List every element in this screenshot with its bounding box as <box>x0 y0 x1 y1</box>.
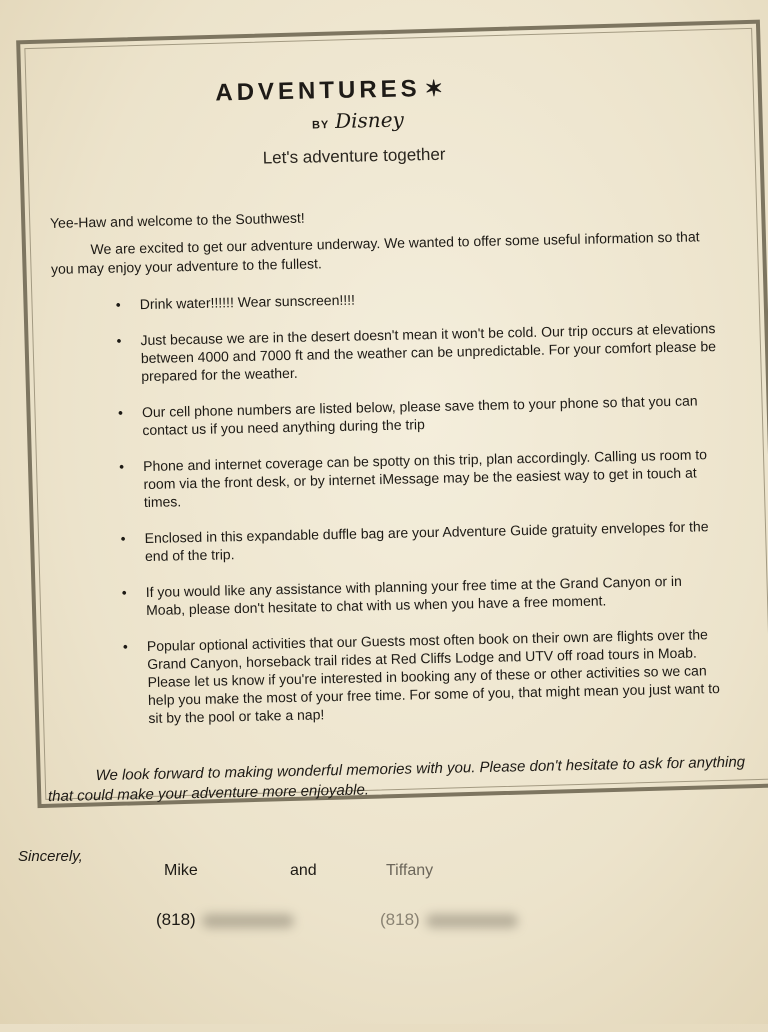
bullet-text: Our cell phone numbers are listed below, please save them to your phone so that you can contact us if you need anything during the trip <box>141 392 698 439</box>
greeting: Yee-Haw and welcome to the Southwest! <box>49 209 305 231</box>
bullet-icon: • <box>115 296 121 313</box>
bullet-icon: • <box>120 530 126 547</box>
list-item <box>118 391 719 440</box>
list-item <box>120 517 721 566</box>
phone-second <box>380 910 518 930</box>
name-conjunction: and <box>290 862 317 879</box>
byline-by: BY <box>311 119 330 132</box>
star-icon: ✶ <box>424 75 448 102</box>
list-item <box>116 283 716 314</box>
bullet-icon: • <box>117 404 124 421</box>
signoff: Sincerely, <box>18 848 83 865</box>
bullet-icon: • <box>121 584 127 601</box>
bullet-icon: • <box>116 332 122 349</box>
info-bullet-list <box>116 283 725 745</box>
bullet-text: If you would like any assistance with planning your free time at the Grand Canyon or in Moab, please don't hesitate to chat with us when you have a free moment. <box>145 572 683 619</box>
logo-brand: ADVENTURES <box>215 75 421 107</box>
name-second: Tiffany <box>386 862 434 879</box>
bullet-text: Enclosed in this expandable duffle bag are your Adventure Guide gratuity envelopes for the end of the trip. <box>144 518 709 565</box>
list-item <box>116 319 717 386</box>
closing-paragraph: We look forward to making wonderful memories with you. Please don't hesitate to ask for anything that could make your adventure more enjoyable. <box>47 753 746 806</box>
bullet-text: Just because we are in the desert doesn't mean it won't be cold. Our trip occurs at elevations between 4000 and 7000 ft and the weather can be unpredictable. For your comfort please be prepared for the weather. <box>140 320 717 385</box>
bullet-text: Popular optional activities that our Guests most often book on their own are flights over the Grand Canyon, horseback trail rides at Red Cliffs Lodge and UTV off road tours in Moab. Please let us know if you're interested in booking any of these or other activities so we can help you make the most of your free time. For some of you, that might mean you just want to sit by the pool or take a nap! <box>146 626 721 726</box>
name-first: Mike <box>164 862 198 879</box>
bullet-text: Phone and internet coverage can be spotty on this trip, plan accordingly. Calling us room to room via the front desk, or by internet iMessage may be the easiest way to get in touch at times. <box>142 446 708 511</box>
redacted-number <box>202 914 294 928</box>
phone-second-area-code: (818) <box>380 910 420 929</box>
list-item <box>123 625 725 728</box>
disney-wordmark: Disney <box>334 107 405 133</box>
adventures-logo <box>215 73 516 107</box>
list-item <box>119 445 720 512</box>
list-item <box>122 571 723 620</box>
tagline: Let's adventure together <box>262 144 446 168</box>
intro-paragraph: We are excited to get our adventure underway. We wanted to offer some useful information so that you may enjoy your adventure to the fullest. <box>50 228 700 277</box>
phone-first-area-code: (818) <box>156 910 196 929</box>
bullet-text: Drink water!!!!!! Wear sunscreen!!!! <box>139 291 356 313</box>
redacted-number <box>426 914 518 928</box>
phone-first <box>156 910 294 930</box>
bullet-icon: • <box>118 458 125 475</box>
bullet-icon: • <box>122 638 128 655</box>
byline <box>312 108 404 134</box>
